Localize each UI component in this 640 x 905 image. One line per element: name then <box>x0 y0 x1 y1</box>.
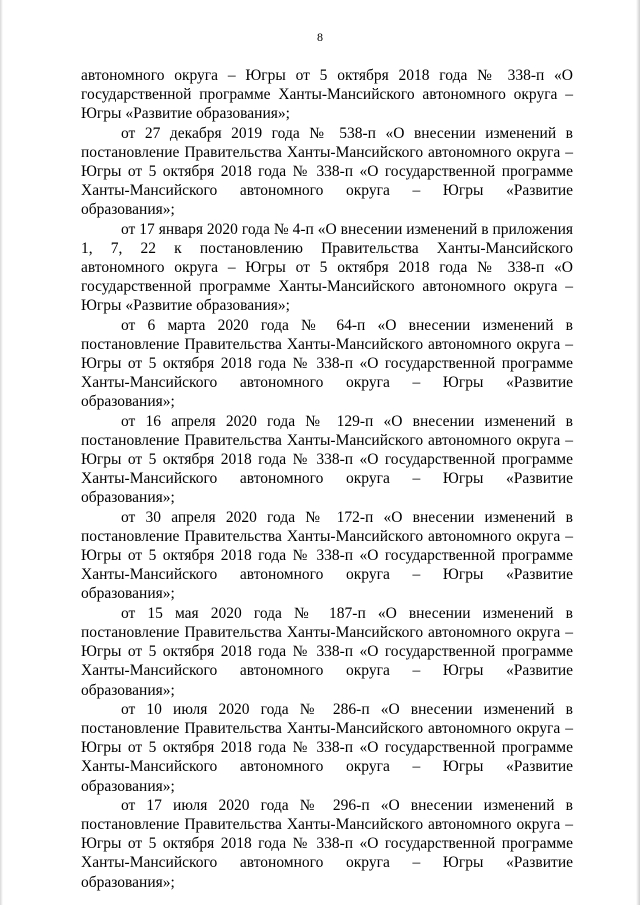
scan-edge-right <box>636 0 640 905</box>
paragraph-9: от 17 июля 2020 года № 296-п «О внесении изменений в постановление Правительства Ханты-Мансийского автономного округа – Югры от 5 октября 2018 года № 338-п «О государственной программе Ханты-Мансийского автономного округа – Югры «Развитие образования»; <box>81 796 573 891</box>
document-body <box>81 66 573 892</box>
paragraph-4: от 6 марта 2020 года № 64-п «О внесении изменений в постановление Правительства Ханты-Мансийского автономного округа – Югры от 5 октября 2018 года № 338-п «О государственной программе Ханты-Мансийского автономного округа – Югры «Развитие образования»; <box>81 316 573 411</box>
paragraph-1: автономного округа – Югры от 5 октября 2018 года № 338-п «О государственной программе Ханты-Мансийского автономного округа – Югры «Развитие образования»; <box>81 67 573 123</box>
paragraph-2: от 27 декабря 2019 года № 538-п «О внесении изменений в постановление Правительства Ханты-Мансийского автономного округа – Югры от 5 октября 2018 года № 338-п «О государственной программе Ханты-Мансийского автономного округа – Югры «Развитие образования»; <box>81 124 573 219</box>
paragraph-5: от 16 апреля 2020 года № 129-п «О внесении изменений в постановление Правительства Ханты-Мансийского автономного округа – Югры от 5 октября 2018 года № 338-п «О государственной программе Ханты-Мансийского автономного округа – Югры «Развитие образования»; <box>81 412 573 507</box>
scan-edge-left <box>0 0 3 905</box>
paragraph-6: от 30 апреля 2020 года № 172-п «О внесении изменений в постановление Правительства Ханты-Мансийского автономного округа – Югры от 5 октября 2018 года № 338-п «О государственной программе Ханты-Мансийского автономного округа – Югры «Развитие образования»; <box>81 508 573 603</box>
page-number: 8 <box>317 30 323 44</box>
paragraph-3: от 17 января 2020 года № 4-п «О внесении изменений в приложения 1, 7, 22 к постановлению Правительства Ханты-Мансийского автономного округа – Югры от 5 октября 2018 года № 338-п «О государственной программе Ханты-Мансийского автономного округа – Югры «Развитие образования»; <box>81 220 573 315</box>
paragraph-8: от 10 июля 2020 года № 286-п «О внесении изменений в постановление Правительства Ханты-Мансийского автономного округа – Югры от 5 октября 2018 года № 338-п «О государственной программе Ханты-Мансийского автономного округа – Югры «Развитие образования»; <box>81 700 573 795</box>
paragraph-7: от 15 мая 2020 года № 187-п «О внесении изменений в постановление Правительства Ханты-Мансийского автономного округа – Югры от 5 октября 2018 года № 338-п «О государственной программе Ханты-Мансийского автономного округа – Югры «Развитие образования»; <box>81 604 573 699</box>
